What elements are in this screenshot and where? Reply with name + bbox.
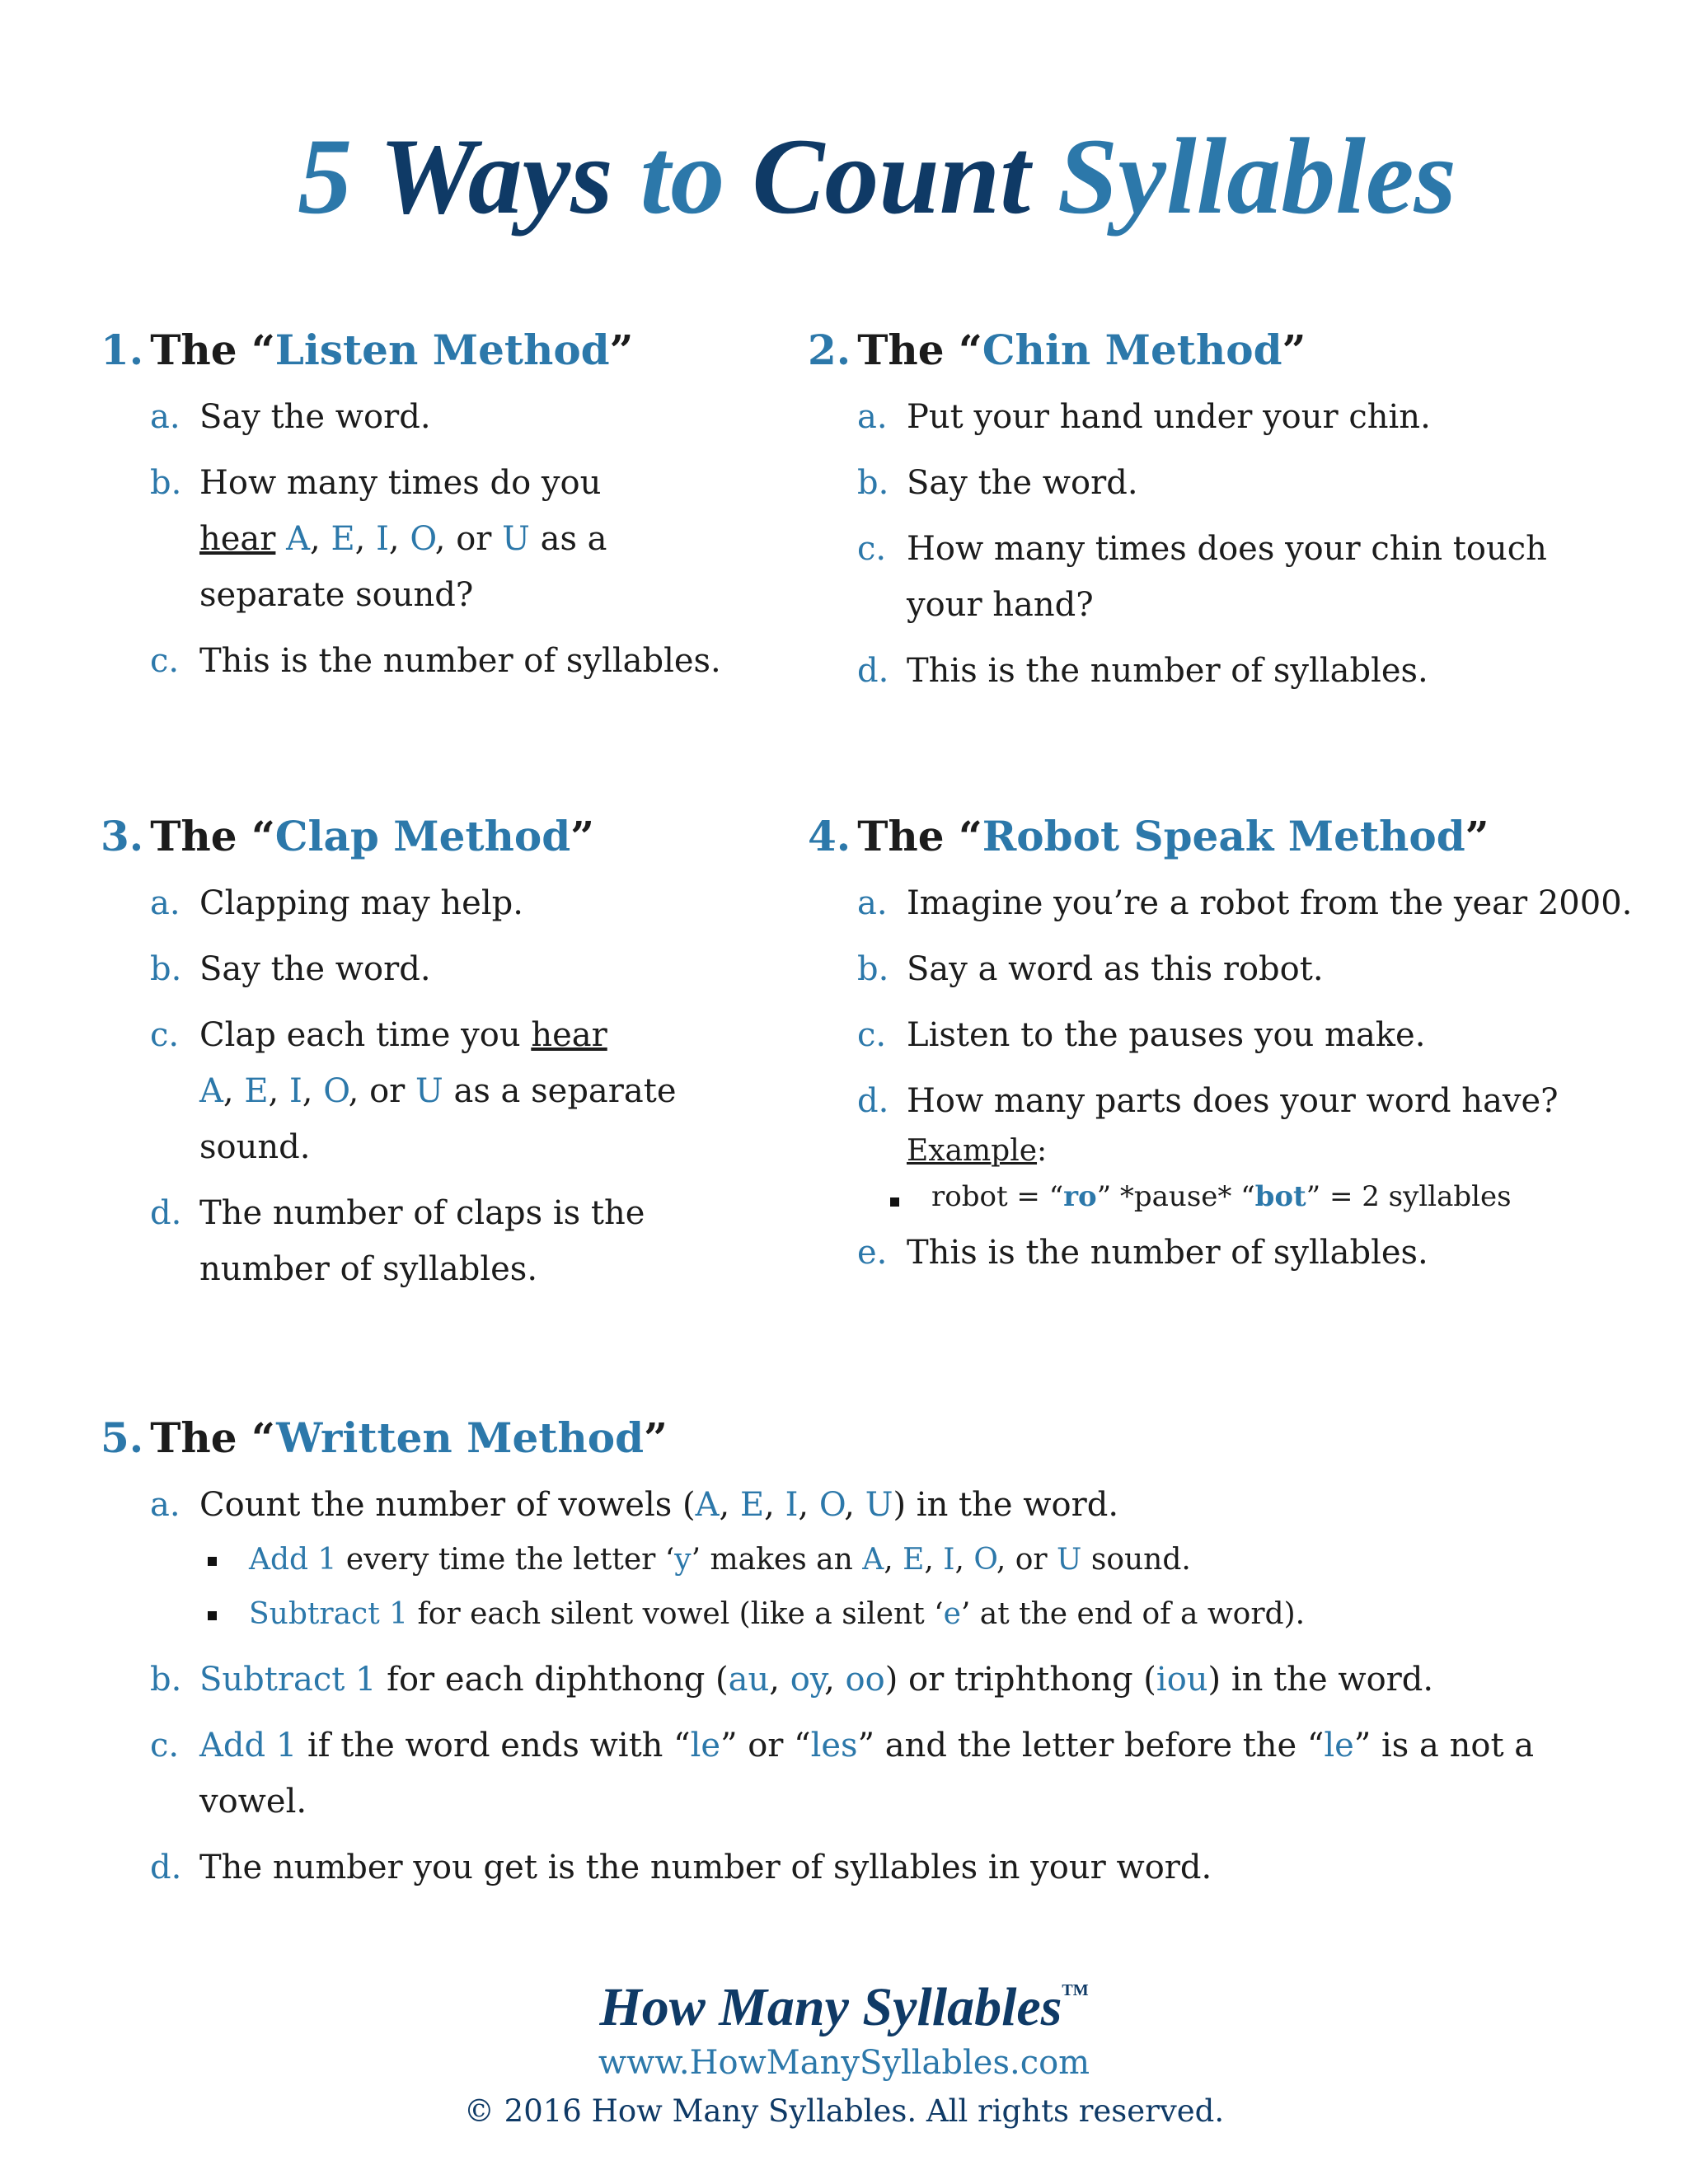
diphthong: oy <box>790 1661 825 1699</box>
item-letter: c. <box>857 1016 887 1054</box>
item-text: How many times do you <box>199 464 602 502</box>
heading-prefix: The “ <box>150 326 275 374</box>
section-number: 5. <box>101 1413 144 1462</box>
item-text: separate sound? <box>199 576 474 614</box>
vowel: O <box>973 1543 996 1577</box>
item-letter: d. <box>857 652 889 690</box>
list-item <box>808 521 1648 633</box>
list-item <box>101 633 776 689</box>
item-letter: a. <box>150 1486 181 1524</box>
syllable-ro: ro <box>1063 1180 1097 1213</box>
letter-y: y <box>674 1543 692 1577</box>
sub-list-item <box>199 1587 1650 1642</box>
item-letter: b. <box>857 950 889 988</box>
item-text: Say the word. <box>199 950 431 988</box>
vowel: O <box>323 1072 349 1110</box>
item-letter: c. <box>150 1016 180 1054</box>
section-number: 3. <box>101 812 144 860</box>
item-text: This is the number of syllables. <box>199 642 721 680</box>
list-item <box>808 455 1648 511</box>
item-text: The number of claps is the <box>199 1194 645 1232</box>
vowel: A <box>286 520 311 558</box>
section-clap-method <box>101 812 776 1307</box>
list-item <box>101 1840 1650 1896</box>
item-text: , or <box>996 1543 1048 1577</box>
vowel: U <box>1057 1543 1082 1577</box>
list-item <box>101 1185 776 1297</box>
example-text: ” *pause* “ <box>1096 1180 1255 1213</box>
item-text: ” is a not a vowel. <box>199 1727 1535 1821</box>
vowel: E <box>244 1072 269 1110</box>
example-label <box>907 1129 1657 1174</box>
item-text: Put your hand under your chin. <box>907 398 1431 436</box>
method-name: Robot Speak Method <box>982 812 1465 860</box>
vowel: U <box>502 520 530 558</box>
heading-prefix: The “ <box>857 812 982 860</box>
letter-e: e <box>943 1597 961 1631</box>
item-text: Say a word as this robot. <box>907 950 1324 988</box>
list-item <box>101 389 776 445</box>
item-text: ) or triphthong ( <box>884 1661 1156 1699</box>
item-letter: e. <box>857 1234 888 1272</box>
example-text: robot = “ <box>931 1180 1064 1213</box>
item-letter: c. <box>150 1727 180 1765</box>
item-text: Count the number of vowels ( <box>199 1486 696 1524</box>
item-letter: b. <box>150 950 182 988</box>
list-item <box>808 389 1648 445</box>
title-word-4: Count <box>752 115 1030 237</box>
list-item: b. Subtract 1 for each diphthong (au, oy, oo) or triphthong (iou) in the word. <box>101 1652 1650 1708</box>
vowel: I <box>288 1072 302 1110</box>
heading-prefix: The “ <box>150 1413 277 1462</box>
ending-le: le <box>1324 1727 1354 1765</box>
item-text: as a <box>540 520 607 558</box>
item-text: The number you get is the number of syllables in your word. <box>199 1849 1212 1886</box>
title-word-3: to <box>640 115 725 237</box>
item-letter: a. <box>150 884 181 922</box>
item-text: number of syllables. <box>199 1250 538 1288</box>
item-text: sound. <box>1090 1543 1191 1577</box>
heading-prefix: The “ <box>150 812 275 860</box>
section-number: 4. <box>808 812 851 860</box>
subtract-one: Subtract 1 <box>249 1597 409 1631</box>
section-chin-method <box>808 326 1648 709</box>
list-item <box>808 941 1657 997</box>
example-list <box>882 1174 1657 1220</box>
step-list <box>101 1477 1650 1896</box>
vowel: E <box>739 1486 765 1524</box>
item-text: ) in the word. <box>1207 1661 1434 1699</box>
vowel: U <box>415 1072 443 1110</box>
section-heading <box>808 326 1648 374</box>
item-text: Imagine you’re a robot from the year 2000. <box>907 884 1633 922</box>
section-heading <box>808 812 1657 860</box>
item-text: for each silent vowel (like a silent ‘ <box>417 1597 944 1631</box>
item-letter: b. <box>857 464 889 502</box>
vowel: A <box>862 1543 884 1577</box>
list-item <box>101 1718 1650 1830</box>
example-text: ” = 2 syllables <box>1306 1180 1512 1213</box>
heading-suffix: ” <box>570 812 594 860</box>
step-list <box>101 389 776 689</box>
method-name: Chin Method <box>982 326 1282 374</box>
brand-logo <box>0 1976 1688 2039</box>
step-list <box>101 875 776 1297</box>
triphthong: iou <box>1156 1661 1208 1699</box>
item-text: ” and the letter before the “ <box>857 1727 1325 1765</box>
page-title <box>0 115 1688 237</box>
section-written-method <box>101 1413 1650 1905</box>
item-text: if the word ends with “ <box>307 1727 691 1765</box>
item-text: Say the word. <box>907 464 1138 502</box>
section-number: 2. <box>808 326 851 374</box>
brand-name: How Many Syllables <box>599 1977 1062 2037</box>
vowel: E <box>331 520 355 558</box>
item-text: Listen to the pauses you make. <box>907 1016 1426 1054</box>
item-letter: c. <box>150 642 180 680</box>
vowel: A <box>695 1486 720 1524</box>
add-one: Add 1 <box>199 1727 298 1765</box>
list-item <box>808 1225 1657 1281</box>
ending-les: les <box>810 1727 858 1765</box>
item-letter: b. <box>150 464 182 502</box>
method-name: Clap Method <box>274 812 571 860</box>
item-text: Say the word. <box>199 398 431 436</box>
section-robot-speak-method <box>808 812 1657 1291</box>
vowel: U <box>865 1486 893 1524</box>
sub-list <box>199 1533 1650 1642</box>
item-text: This is the number of syllables. <box>907 652 1428 690</box>
item-letter: d. <box>150 1194 182 1232</box>
title-word-5: Syllables <box>1057 115 1456 237</box>
list-item <box>808 1073 1657 1220</box>
item-text: Clap each time you <box>199 1016 521 1054</box>
list-item: c. Clap each time you hear A, E, I, O, or U as a separate sound. <box>101 1007 776 1175</box>
example-word: Example <box>907 1134 1038 1168</box>
title-word-1: 5 <box>298 115 353 237</box>
vowel: O <box>410 520 435 558</box>
item-letter: c. <box>857 530 887 568</box>
item-text: as a separate sound. <box>199 1072 677 1166</box>
item-text: every time the letter ‘ <box>345 1543 675 1577</box>
method-name: Listen Method <box>274 326 610 374</box>
item-text: ) in the word. <box>893 1486 1119 1524</box>
website-link[interactable]: www.HowManySyllables.com <box>598 2044 1090 2082</box>
item-text: ’ makes an <box>691 1543 853 1577</box>
section-heading <box>101 326 776 374</box>
diphthong: au <box>728 1661 770 1699</box>
list-item <box>808 643 1648 699</box>
list-item <box>808 875 1657 931</box>
item-letter: a. <box>150 398 181 436</box>
subtract-one: Subtract 1 <box>199 1661 377 1699</box>
heading-suffix: ” <box>609 326 634 374</box>
item-letter: a. <box>857 398 888 436</box>
item-letter: a. <box>857 884 888 922</box>
heading-suffix: ” <box>1282 326 1306 374</box>
step-list <box>808 389 1648 699</box>
vowel: I <box>785 1486 799 1524</box>
list-item: a. Count the number of vowels (A, E, I, O, U) in the word. Add 1 every time the letter ‘y’ makes an A, E, I, O, or U sound. Subtract 1 for each silent vowel (like a silent ‘e’ at the end of a word). <box>101 1477 1650 1642</box>
ending-le: le <box>690 1727 721 1765</box>
list-item <box>101 875 776 931</box>
section-heading <box>101 1413 1650 1462</box>
heading-suffix: ” <box>1465 812 1489 860</box>
item-text: , or <box>434 520 492 558</box>
item-text: This is the number of syllables. <box>907 1234 1428 1272</box>
vowel: I <box>376 520 389 558</box>
vowel: O <box>818 1486 845 1524</box>
underlined-word: hear <box>531 1016 607 1054</box>
step-list <box>808 875 1657 1281</box>
add-one: Add 1 <box>249 1543 337 1577</box>
method-name: Written Method <box>276 1413 645 1462</box>
item-letter: b. <box>150 1661 182 1699</box>
vowel: A <box>199 1072 223 1110</box>
underlined-word: hear <box>199 520 276 558</box>
item-text: ’ at the end of a word). <box>960 1597 1306 1631</box>
diphthong: oo <box>845 1661 885 1699</box>
section-heading <box>101 812 776 860</box>
item-letter: d. <box>150 1849 182 1886</box>
list-item <box>101 941 776 997</box>
trademark: TM <box>1062 1981 1089 1999</box>
vowel: E <box>903 1543 925 1577</box>
copyright: © 2016 How Many Syllables. All rights reserved. <box>463 2093 1225 2129</box>
section-listen-method <box>101 326 776 699</box>
heading-prefix: The “ <box>857 326 982 374</box>
title-word-2: Ways <box>379 115 613 237</box>
item-text: How many times does your chin touch <box>907 530 1547 568</box>
vowel: I <box>943 1543 955 1577</box>
heading-suffix: ” <box>644 1413 668 1462</box>
item-text: Clapping may help. <box>199 884 523 922</box>
section-number: 1. <box>101 326 144 374</box>
syllable-bot: bot <box>1254 1180 1306 1213</box>
item-letter: d. <box>857 1082 889 1120</box>
example-item <box>882 1174 1657 1220</box>
item-text: for each diphthong ( <box>387 1661 729 1699</box>
list-item: b. How many times do you hear A, E, I, O, or U as a separate sound? <box>101 455 776 623</box>
item-text: How many parts does your word have? <box>907 1082 1559 1120</box>
item-text: , or <box>348 1072 406 1110</box>
item-text: your hand? <box>907 586 1094 624</box>
example-colon: : <box>1037 1134 1048 1168</box>
list-item <box>808 1007 1657 1063</box>
item-text: ” or “ <box>720 1727 811 1765</box>
sub-list-item: Add 1 every time the letter ‘y’ makes an A, E, I, O, or U sound. <box>199 1533 1650 1587</box>
